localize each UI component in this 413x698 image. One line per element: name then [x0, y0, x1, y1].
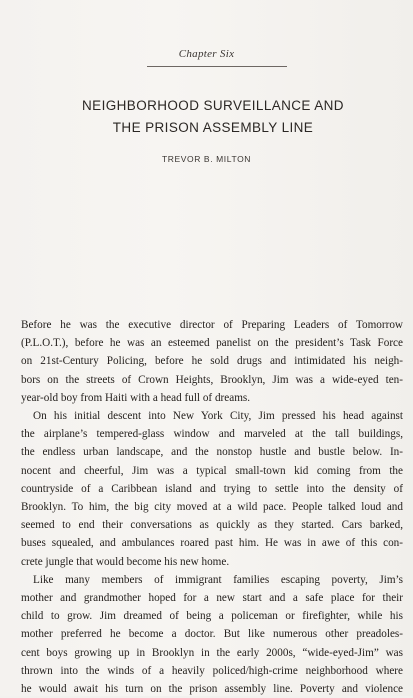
body-line: child to grow. Jim dreamed of being a policeman or firefighter, while his: [21, 610, 403, 623]
chapter-label: Chapter Six: [178, 48, 235, 60]
body-line: (P.L.O.T.), before he was an esteemed panelist on the president’s Task Force: [21, 337, 403, 350]
chapter-title: [40, 95, 386, 139]
body-line: seemed to end their conversations as quickly as they started. Cars barked,: [21, 519, 403, 532]
chapter-title-line: THE PRISON ASSEMBLY LINE: [112, 120, 314, 135]
body-line: buses squealed, and ambulances roared past him. He was in awe of this con-: [21, 537, 403, 550]
body-line: the endless urban landscape, and the nonstop hustle and bustle below. In-: [21, 446, 403, 459]
body-line: countryside of a Caribbean island and trying to settle into the density of: [21, 482, 403, 495]
chapter-rule: [147, 66, 287, 67]
author-byline: TREVOR B. MILTON: [161, 154, 252, 164]
body-line: Like many members of immigrant families escaping poverty, Jim’s: [33, 573, 403, 586]
body-line: crete jungle that would become his new home.: [21, 555, 230, 568]
body-line: Before he was the executive director of Preparing Leaders of Tomorrow: [21, 319, 403, 331]
body-line: On his initial descent into New York City, Jim pressed his head against: [33, 410, 403, 423]
body-line: thrown into the winds of a heavily policed/high-crime neighborhood where: [21, 664, 403, 677]
body-line: mother and grandmother hoped for a new start and a safe place for their: [21, 592, 403, 605]
body-line: on 21st-Century Policing, before he sold drugs and intimidated his neigh-: [21, 355, 403, 368]
chapter-body: [21, 316, 403, 698]
body-line: the airplane’s tempered-glass window and marveled at the tall buildings,: [21, 428, 403, 441]
body-line: bors on the streets of Crown Heights, Brooklyn, Jim was a wide-eyed ten-: [21, 373, 403, 386]
body-line: mother preferred he become a doctor. But like numerous other preadoles-: [21, 628, 403, 641]
body-line: nocent and cheerful, Jim was a typical small-town kid coming from the: [21, 464, 403, 477]
body-line: year-old boy from Haiti with a head full of dreams.: [21, 391, 251, 404]
body-line: he would await his turn on the prison assembly line. Poverty and violence: [21, 683, 403, 696]
body-line: Brooklyn. To him, the big city moved at a wild pace. People talked loud and: [21, 501, 403, 514]
body-line: cent boys growing up in Brooklyn in the early 2000s, “wide-eyed-Jim” was: [21, 646, 403, 659]
chapter-title-line: NEIGHBORHOOD SURVEILLANCE AND: [82, 98, 344, 113]
